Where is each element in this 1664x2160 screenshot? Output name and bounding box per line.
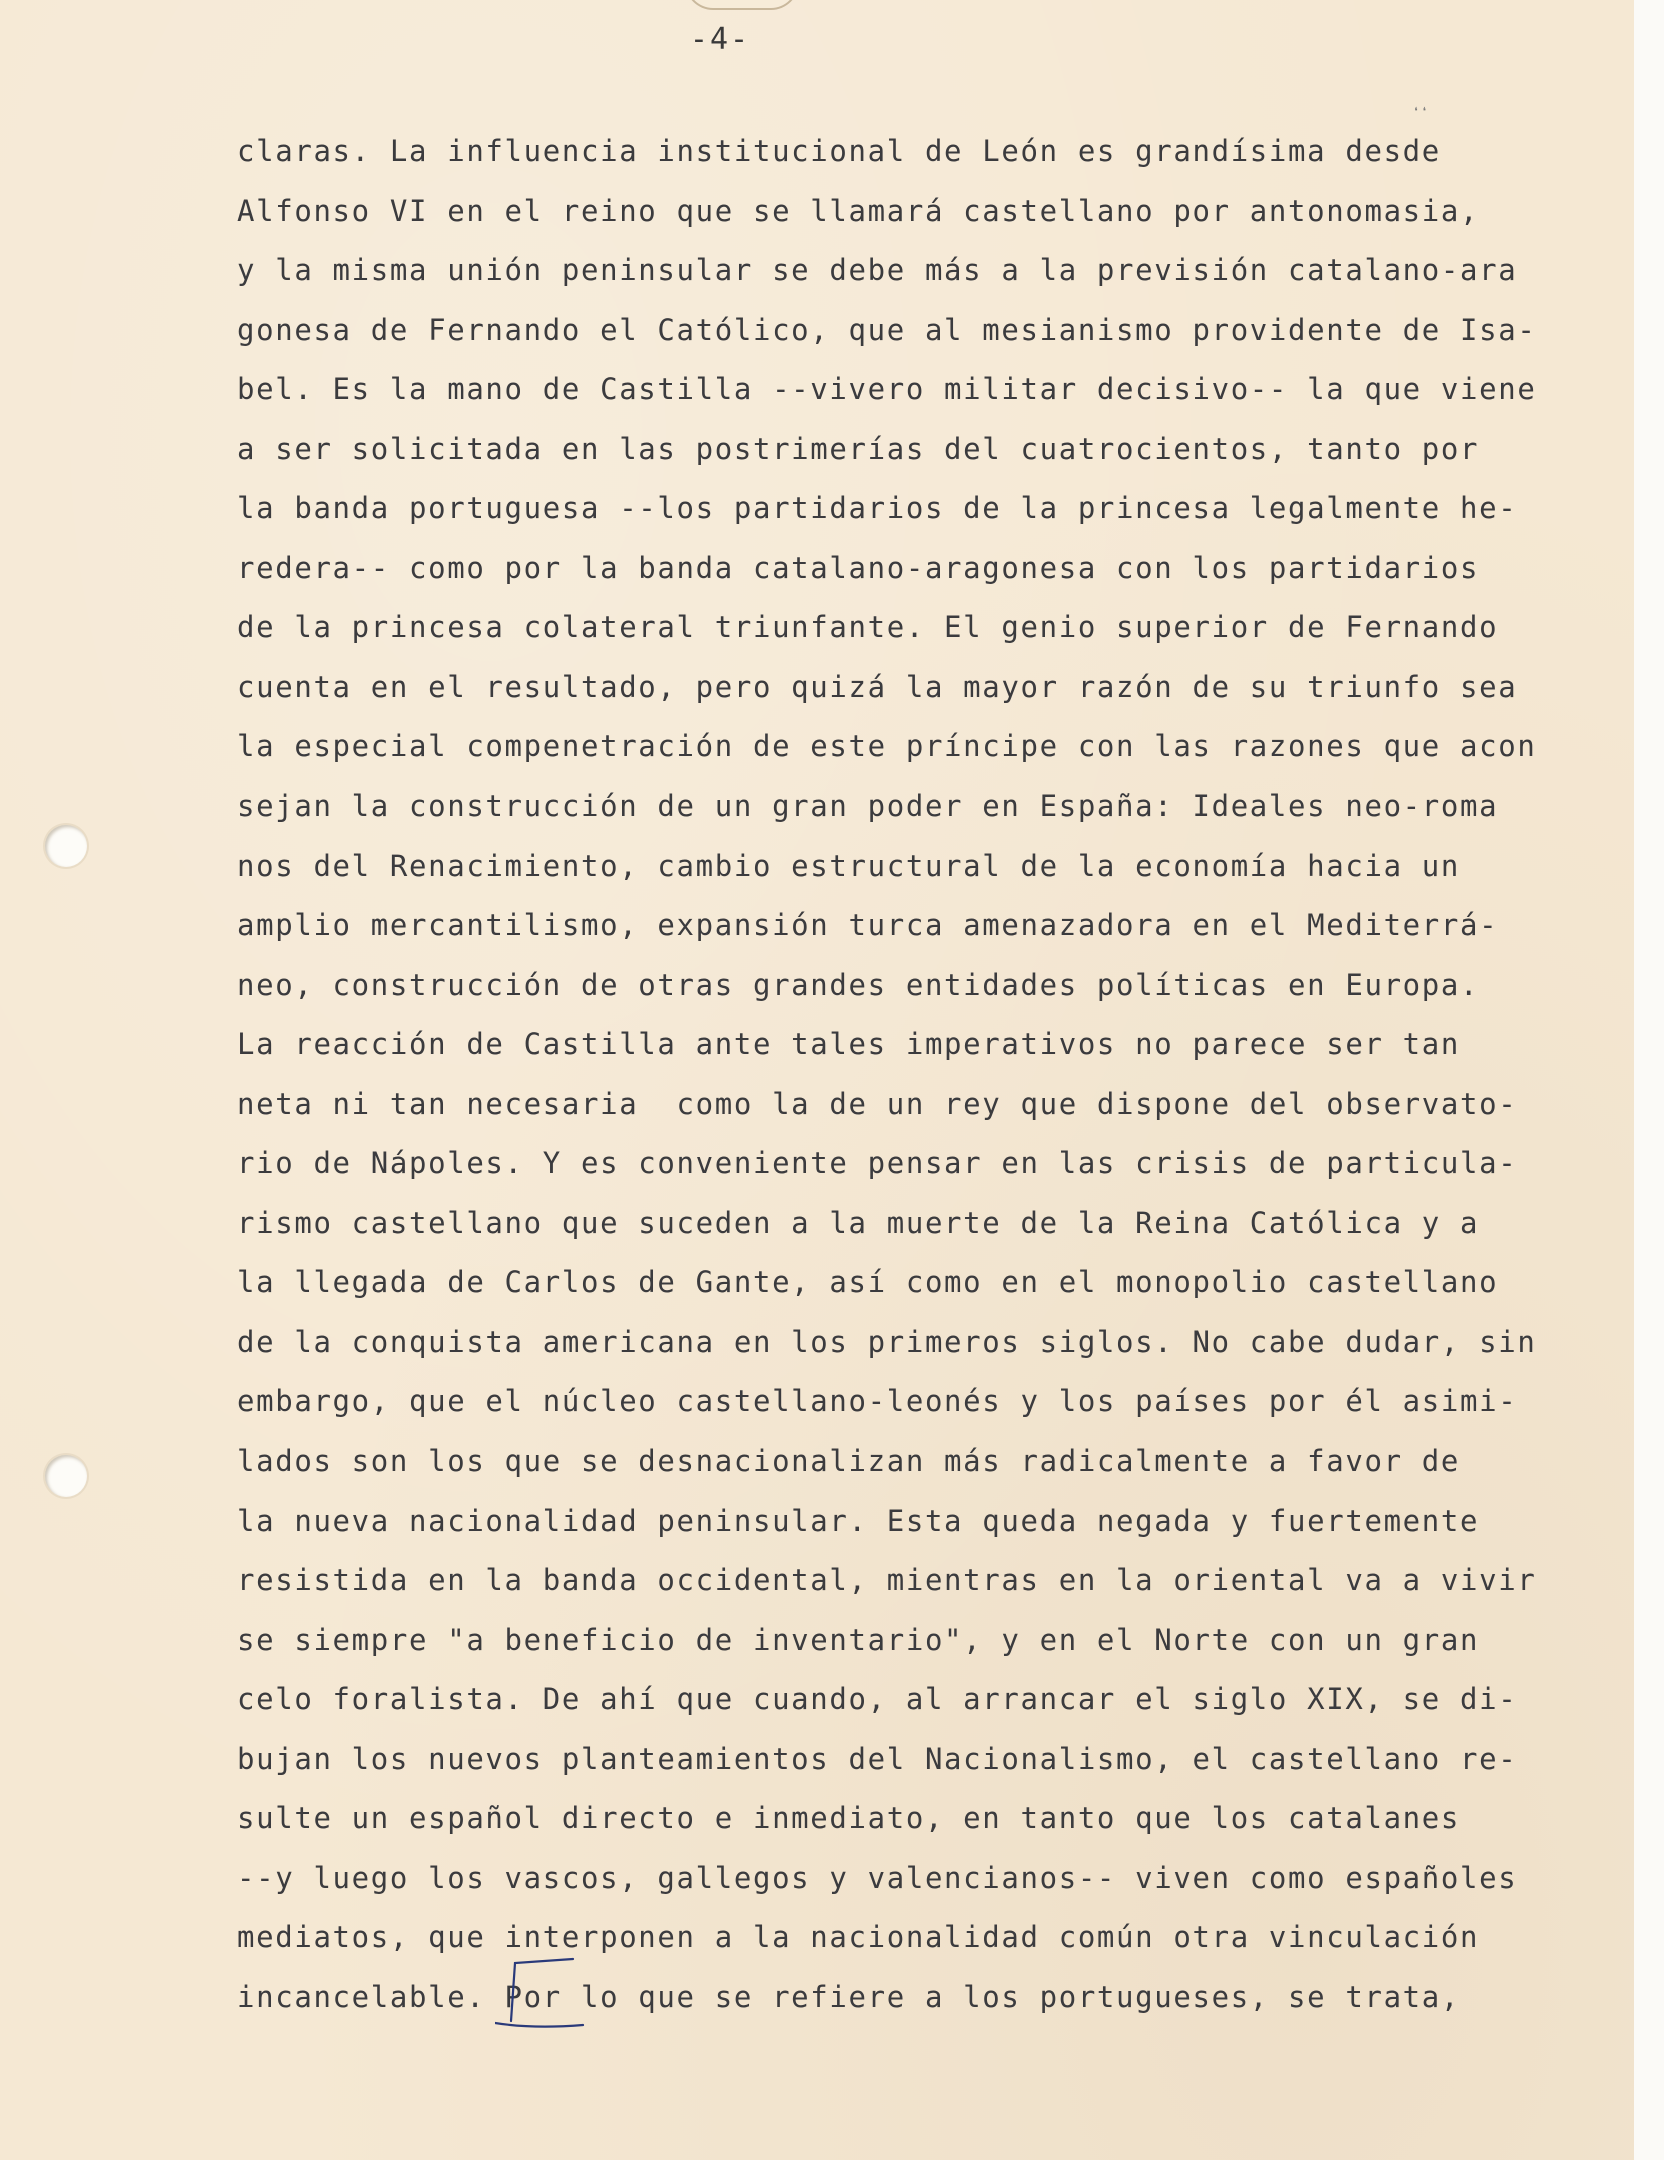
page-number: -4- — [689, 22, 751, 57]
punch-hole-upper — [45, 825, 87, 867]
text-line: a ser solicitada en las postrimerías del cuatrocientos, tanto por — [237, 431, 1480, 466]
text-line: la banda portuguesa --los partidarios de la princesa legalmente he- — [237, 491, 1518, 526]
ink-smudge: ❛❛ — [1412, 105, 1429, 121]
text-line: redera-- como por la banda catalano-aragonesa con los partidarios — [237, 550, 1480, 585]
text-line: claras. La influencia institucional de León es grandísima desde — [237, 134, 1441, 168]
text-line: La reacción de Castilla ante tales imperativos no parece ser tan — [237, 1027, 1461, 1062]
binder-tab — [685, 0, 799, 10]
text-line: la nueva nacionalidad peninsular. Esta queda negada y fuertemente — [237, 1503, 1480, 1538]
text-line: cuenta en el resultado, pero quizá la mayor razón de su triunfo sea — [237, 669, 1518, 704]
scan-edge — [1634, 0, 1664, 2160]
text-line: la especial compenetración de este príncipe con las razones que acon — [237, 729, 1537, 764]
text-line: y la misma unión peninsular se debe más a la previsión catalano-ara — [237, 253, 1518, 288]
text-line: incancelable. Por lo que se refiere a los portugueses, se trata, — [237, 1979, 1461, 2014]
text-line: lados son los que se desnacionalizan más radicalmente a favor de — [237, 1444, 1461, 1479]
text-line: sejan la construcción de un gran poder en España: Ideales neo-roma — [237, 789, 1499, 824]
text-line: nos del Renacimiento, cambio estructural de la economía hacia un — [237, 848, 1461, 883]
text-line: resistida en la banda occidental, mientras en la oriental va a vivir — [237, 1563, 1537, 1598]
text-line: rismo castellano que suceden a la muerte de la Reina Católica y a — [237, 1205, 1480, 1240]
text-line: bel. Es la mano de Castilla --vivero militar decisivo-- la que viene — [237, 372, 1537, 407]
punch-hole-lower — [45, 1455, 87, 1497]
text-line: bujan los nuevos planteamientos del Nacionalismo, el castellano re- — [237, 1741, 1518, 1776]
text-line: --y luego los vascos, gallegos y valencianos-- viven como españoles — [237, 1860, 1518, 1895]
text-line: de la princesa colateral triunfante. El genio superior de Fernando — [237, 610, 1499, 645]
text-line: neo, construcción de otras grandes entidades políticas en Europa. — [237, 967, 1480, 1002]
text-line: la llegada de Carlos de Gante, así como en el monopolio castellano — [237, 1265, 1499, 1300]
typewritten-body — [237, 122, 1627, 2028]
text-line: mediatos, que interponen a la nacionalidad común otra vinculación — [237, 1920, 1480, 1955]
text-line: embargo, que el núcleo castellano-leonés y los países por él asimi- — [237, 1384, 1518, 1419]
text-line: rio de Nápoles. Y es conveniente pensar en las crisis de particula- — [237, 1146, 1518, 1181]
handwritten-bracket-mark — [495, 1955, 585, 2033]
text-line: amplio mercantilismo, expansión turca amenazadora en el Mediterrá- — [237, 908, 1499, 943]
text-line: de la conquista americana en los primeros siglos. No cabe dudar, sin — [237, 1324, 1537, 1359]
text-line: neta ni tan necesaria como la de un rey que dispone del observato- — [237, 1086, 1518, 1121]
text-line: Alfonso VI en el reino que se llamará castellano por antonomasia, — [237, 193, 1480, 228]
text-line: gonesa de Fernando el Católico, que al mesianismo providente de Isa- — [237, 312, 1537, 347]
text-line: celo foralista. De ahí que cuando, al arrancar el siglo XIX, se di- — [237, 1682, 1518, 1717]
text-line: sulte un español directo e inmediato, en tanto que los catalanes — [237, 1801, 1461, 1836]
text-line: se siempre "a beneficio de inventario", y en el Norte con un gran — [237, 1622, 1480, 1657]
